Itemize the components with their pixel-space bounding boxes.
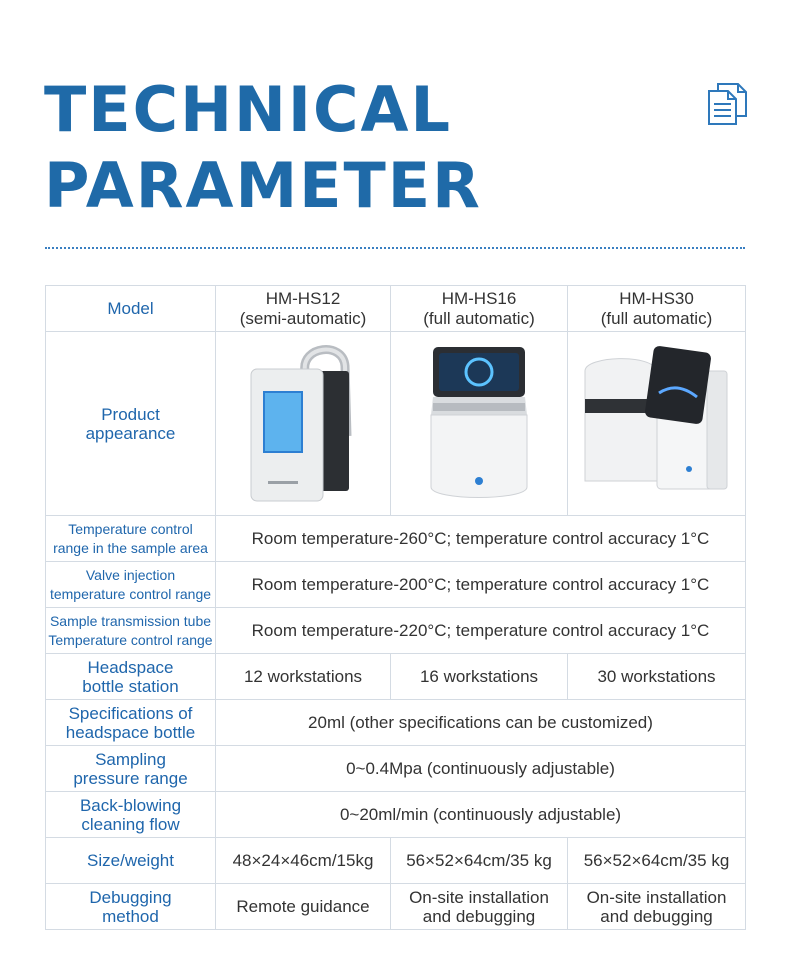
sample-area-temp-value: Room temperature-260°C; temperature control accuracy 1°C [216, 516, 746, 562]
row-label-size-weight: Size/weight [46, 838, 216, 884]
row-label-sample-area-temp: Temperature control range in the sample area [46, 516, 216, 562]
model-hm-hs30: HM-HS30 (full automatic) [568, 286, 746, 332]
size-weight-hm-hs12: 48×24×46cm/15kg [216, 838, 391, 884]
row-label-model: Model [46, 286, 216, 332]
row-label-bottle-station: Headspace bottle station [46, 654, 216, 700]
row-label-sampling-pressure: Sampling pressure range [46, 746, 216, 792]
back-blowing-value: 0~20ml/min (continuously adjustable) [216, 792, 746, 838]
valve-injection-temp-value: Room temperature-200°C; temperature control accuracy 1°C [216, 562, 746, 608]
table-row-bottle-station [46, 654, 746, 700]
model-hm-hs16: HM-HS16 (full automatic) [391, 286, 568, 332]
row-label-product-appearance: Product appearance [46, 332, 216, 516]
table-row-model [46, 286, 746, 332]
row-label-back-blowing: Back-blowing cleaning flow [46, 792, 216, 838]
model-hm-hs12: HM-HS12 (semi-automatic) [216, 286, 391, 332]
table-row-bottle-specs [46, 700, 746, 746]
debugging-hm-hs16: On-site installation and debugging [391, 884, 568, 930]
hm-hs30-device-photo [568, 332, 746, 516]
row-label-transmission-tube-temp: Sample transmission tube Temperature control range [46, 608, 216, 654]
table-row-valve-injection-temp [46, 562, 746, 608]
table-row-size-weight [46, 838, 746, 884]
row-label-bottle-specs: Specifications of headspace bottle [46, 700, 216, 746]
size-weight-hm-hs30: 56×52×64cm/35 kg [568, 838, 746, 884]
table-row-sample-area-temp [46, 516, 746, 562]
bottle-station-hm-hs12: 12 workstations [216, 654, 391, 700]
size-weight-hm-hs16: 56×52×64cm/35 kg [391, 838, 568, 884]
bottle-station-hm-hs30: 30 workstations [568, 654, 746, 700]
page-title [44, 72, 482, 224]
technical-parameter-table [45, 285, 746, 930]
hm-hs16-device-photo [391, 332, 568, 516]
bottle-station-hm-hs16: 16 workstations [391, 654, 568, 700]
page-title-line-1: TECHNICAL [44, 73, 452, 146]
sampling-pressure-value: 0~0.4Mpa (continuously adjustable) [216, 746, 746, 792]
debugging-hm-hs12: Remote guidance [216, 884, 391, 930]
row-label-valve-injection-temp: Valve injection temperature control range [46, 562, 216, 608]
hm-hs12-device-photo [216, 332, 391, 516]
page-title-line-2: PARAMETER [44, 149, 482, 222]
table-row-debugging [46, 884, 746, 930]
table-row-sampling-pressure [46, 746, 746, 792]
table-row-transmission-tube-temp [46, 608, 746, 654]
bottle-specs-value: 20ml (other specifications can be customized) [216, 700, 746, 746]
row-label-debugging: Debugging method [46, 884, 216, 930]
table-row-back-blowing [46, 792, 746, 838]
transmission-tube-temp-value: Room temperature-220°C; temperature control accuracy 1°C [216, 608, 746, 654]
document-icon [706, 82, 748, 126]
debugging-hm-hs30: On-site installation and debugging [568, 884, 746, 930]
section-divider [45, 247, 745, 249]
table-row-appearance [46, 332, 746, 516]
